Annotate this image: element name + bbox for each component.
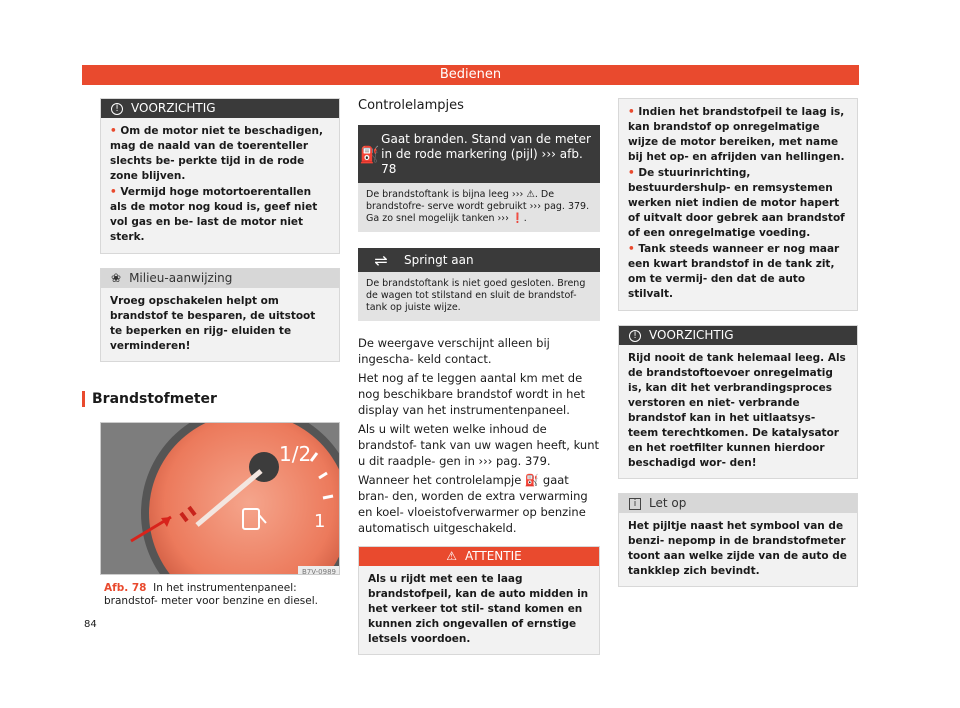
- warning-box-title: VOORZICHTIG: [649, 328, 734, 342]
- body-text: [358, 335, 600, 536]
- warning-box-voorzichtig: [100, 98, 340, 254]
- page-header: Bedienen: [82, 65, 859, 85]
- warning-box-header: [619, 326, 857, 345]
- note-box-header: [619, 494, 857, 513]
- note-box: [618, 493, 858, 587]
- fuel-gauge-image: [101, 423, 340, 575]
- milieu-box-title: Milieu-aanwijzing: [129, 271, 233, 285]
- lamp-body: De brandstoftank is bijna leeg ››› ⚠. De brandstofre- serve wordt gebruikt ››› pag. 379. Ga zo snel mogelijk tanken ››› ❗.: [358, 183, 600, 232]
- flower-icon: ❀: [111, 271, 122, 285]
- lamp-body: De brandstoftank is niet goed gesloten. Breng de wagen tot stilstand en sluit de brandstof- tank op juiste wijze.: [358, 272, 600, 321]
- figure-caption: [100, 575, 340, 615]
- attentie-continued-box: [618, 98, 858, 311]
- figure-label: Afb. 78: [104, 582, 147, 594]
- list-item: • Vermijd hoge motortoerentallen als de motor nog koud is, geef niet vol gas en be- last de motor niet sterk.: [110, 186, 318, 243]
- attentie-continued-body: [619, 99, 857, 310]
- lamp-header: [358, 125, 600, 183]
- info-icon: i: [629, 498, 641, 510]
- fuel-cap-icon: ⇌: [374, 250, 388, 270]
- milieu-box-body: Vroeg opschakelen helpt om brandstof te besparen, de uitstoot te beperken en rijg- eluiden te verminderen!: [101, 288, 339, 361]
- lamp-entry-fuel: [358, 125, 600, 232]
- note-box-title: Let op: [649, 496, 687, 510]
- lamp-header-text: Springt aan: [404, 252, 474, 267]
- list-item: • Indien het brandstofpeil te laag is, kan brandstof op onregelmatige wijze de motor bereiken, met name bij het op- en afrijden van hellingen.: [628, 106, 845, 163]
- gauge-half-label: 1/2: [279, 442, 312, 466]
- paragraph: Wanneer het controlelampje ⛽ gaat bran- den, worden de extra verwarming en koel- vloeistofverwarmer op benzine automatisch uitgeschakeld.: [358, 473, 588, 535]
- attentie-box: [358, 546, 600, 655]
- warning-box-title: VOORZICHTIG: [131, 101, 216, 115]
- fuel-gauge-figure: [100, 422, 340, 575]
- fuel-pump-icon: ⛽: [359, 144, 380, 164]
- milieu-box: [100, 268, 340, 362]
- manual-page: [82, 50, 879, 645]
- section-heading-bar: [82, 391, 85, 407]
- list-item: • Tank steeds wanneer er nog maar een kwart brandstof in de tank zit, om te vermij- den dat de auto stilvalt.: [628, 243, 840, 300]
- warning-box-body: Rijd nooit de tank helemaal leeg. Als de brandstoftoevoer onregelmatig is, kan dit het verbrandingsproces verstoren en niet- verbrande brandstof kan in het uitlaatsys- teem terechtkomen. De katalysator en het roetfilter kunnen hierdoor beschadigd wor- den!: [619, 345, 857, 478]
- attentie-box-header: [359, 547, 599, 566]
- warning-box-voorzichtig: [618, 325, 858, 479]
- warning-triangle-icon: ⚠: [446, 549, 457, 563]
- milieu-box-header: [101, 269, 339, 288]
- lamp-header: [358, 248, 600, 272]
- paragraph: Het nog af te leggen aantal km met de nog beschikbare brandstof wordt in het display van het instrumentenpaneel.: [358, 371, 586, 417]
- note-box-body: Het pijltje naast het symbool van de benzi- nepomp in de brandstofmeter toont aan welke zijde van de auto de tankklep zich bevindt.: [619, 513, 857, 586]
- list-item: • De stuurinrichting, bestuurdershulp- en remsystemen werken niet indien de motor hapert of uitvalt door gebrek aan brandstof of een onregelmatige voeding.: [628, 167, 845, 239]
- paragraph: De weergave verschijnt alleen bij ingescha- keld contact.: [358, 336, 550, 366]
- controlelampjes-title: Controlelampjes: [358, 98, 464, 113]
- figure-caption-text: In het instrumentenpaneel: brandstof- meter voor benzine en diesel.: [104, 582, 318, 607]
- column-middle: [358, 98, 600, 655]
- list-item: • Om de motor niet te beschadigen, mag de naald van de toerenteller slechts be- perkte tijd in de rode zone blijven.: [110, 125, 323, 182]
- section-heading: [92, 391, 340, 407]
- figure-code: B7V-0989: [302, 568, 336, 575]
- info-circle-icon: !: [111, 103, 123, 115]
- warning-box-header: [101, 99, 339, 118]
- column-right: [618, 98, 858, 587]
- column-left: [92, 98, 340, 615]
- lamp-header-text: Gaat branden. Stand van de meter in de rode markering (pijl) ››› afb. 78: [381, 131, 591, 176]
- section-heading-text: Brandstofmeter: [92, 391, 217, 407]
- info-circle-icon: !: [629, 330, 641, 342]
- attentie-box-title: ATTENTIE: [465, 549, 522, 563]
- lamp-entry-cap: [358, 248, 600, 321]
- page-number: 84: [84, 619, 97, 630]
- attentie-box-body: Als u rijdt met een te laag brandstofpeil, kan de auto midden in het verkeer tot stil- stand komen en kunnen zich ongevallen of ernstige letsels voordoen.: [359, 566, 599, 654]
- paragraph: Als u wilt weten welke inhoud de brandstof- tank van uw wagen heeft, kunt u dit raadple- gen in ››› pag. 379.: [358, 422, 600, 468]
- gauge-full-label: 1: [314, 511, 326, 532]
- warning-box-body: [101, 118, 339, 253]
